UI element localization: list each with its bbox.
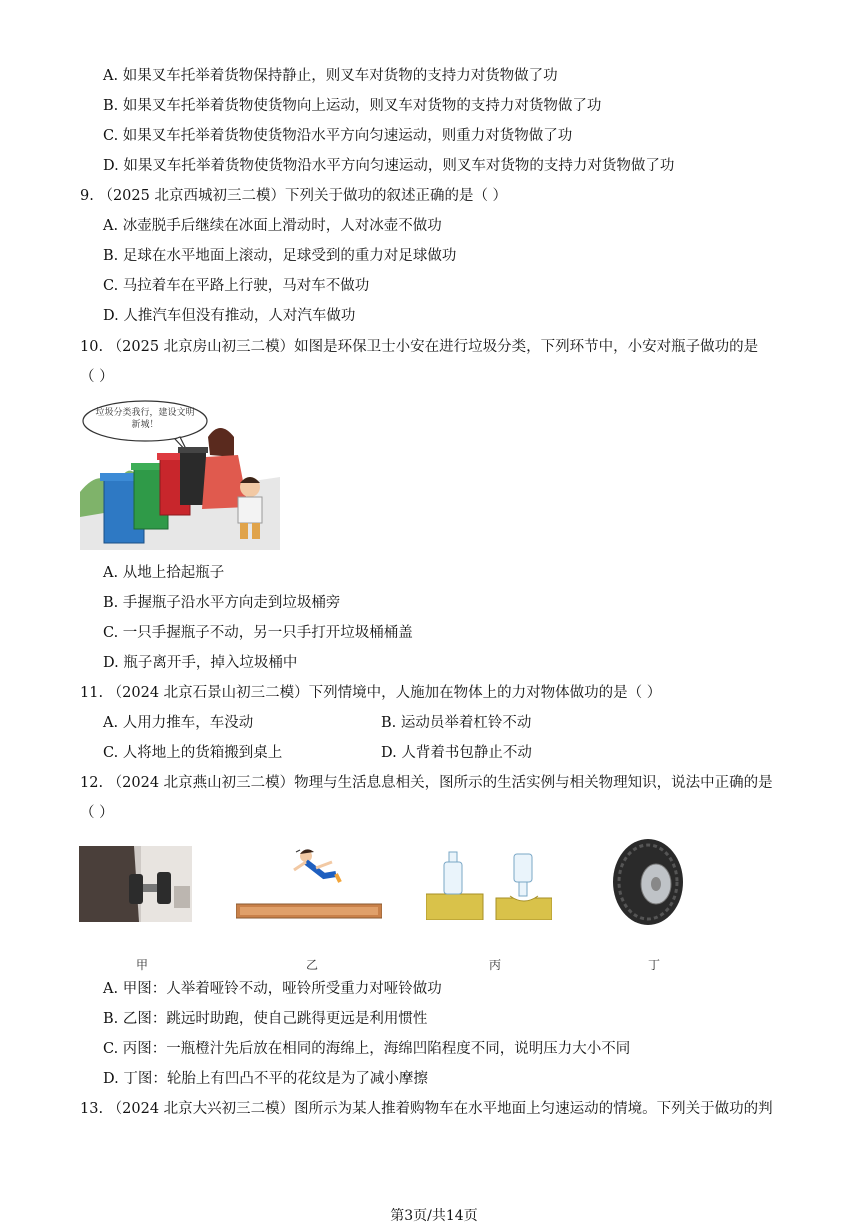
q9-option-a: A. 冰壶脱手后继续在冰面上滑动时，人对冰壶不做功 [103, 218, 442, 234]
q8-option-a: A. 如果叉车托举着货物保持静止，则叉车对货物的支持力对货物做了功 [103, 68, 558, 84]
q8-option-d: D. 如果叉车托举着货物使货物沿水平方向匀速运动，则叉车对货物的支持力对货物做了功 [103, 158, 675, 174]
q10-option-c: C. 一只手握瓶子不动，另一只手打开垃圾桶桶盖 [103, 625, 413, 641]
q9-option-b: B. 足球在水平地面上滚动，足球受到的重力对足球做功 [103, 248, 457, 264]
dumbbell-photo [79, 846, 192, 922]
question-9: 9. （2025 北京西城初三二模）下列关于做功的叙述正确的是（ ） [80, 188, 508, 204]
question-10-paren: （ ） [80, 369, 114, 385]
q10-option-b: B. 手握瓶子沿水平方向走到垃圾桶旁 [103, 595, 341, 611]
q12-option-b: B. 乙图：跳远时助跑，使自己跳得更远是利用惯性 [103, 1011, 428, 1027]
question-11: 11. （2024 北京石景山初三二模）下列情境中，人施加在物体上的力对物体做功的是（ ） [80, 685, 662, 701]
q9-option-d: D. 人推汽车但没有推动，人对汽车做功 [103, 308, 356, 324]
question-13: 13. （2024 北京大兴初三二模）图所示为某人推着购物车在水平地面上匀速运动的情境。下列关于做功的判 [80, 1101, 773, 1117]
caption-bing: 丙 [489, 958, 502, 972]
garbage-sorting-illustration [80, 397, 280, 550]
q8-option-c: C. 如果叉车托举着货物使货物沿水平方向匀速运动，则重力对货物做了功 [103, 128, 573, 144]
caption-ding: 丁 [648, 958, 661, 972]
page-footer: 第3页/共14页 [390, 1208, 478, 1224]
q12-option-a: A. 甲图：人举着哑铃不动，哑铃所受重力对哑铃做功 [103, 981, 442, 997]
q9-option-c: C. 马拉着车在平路上行驶，马对车不做功 [103, 278, 370, 294]
caption-jia: 甲 [136, 958, 149, 972]
juice-bottle-sponge-illustration [426, 848, 552, 920]
question-12: 12. （2024 北京燕山初三二模）物理与生活息息相关，图所示的生活实例与相关物理知识，说法中正确的是 [80, 775, 773, 791]
q10-option-a: A. 从地上拾起瓶子 [103, 565, 225, 581]
q10-option-d: D. 瓶子离开手，掉入垃圾桶中 [103, 655, 298, 671]
caption-yi: 乙 [306, 958, 319, 972]
speech-bubble-text: 垃圾分类我行，建设文明新城！ [95, 408, 195, 430]
q8-option-b: B. 如果叉车托举着货物使货物向上运动，则叉车对货物的支持力对货物做了功 [103, 98, 602, 114]
q11-option-d: D. 人背着书包静止不动 [381, 745, 532, 761]
q11-option-c: C. 人将地上的货箱搬到桌上 [103, 745, 283, 761]
long-jump-illustration [236, 846, 382, 920]
q12-option-d: D. 丁图：轮胎上有凹凸不平的花纹是为了减小摩擦 [103, 1071, 428, 1087]
question-10: 10. （2025 北京房山初三二模）如图是环保卫士小安在进行垃圾分类，下列环节中，小安对瓶子做功的是 [80, 339, 759, 355]
q11-option-b: B. 运动员举着杠铃不动 [381, 715, 532, 731]
q11-option-a: A. 人用力推车，车没动 [103, 715, 254, 731]
q12-option-c: C. 丙图：一瓶橙汁先后放在相同的海绵上，海绵凹陷程度不同，说明压力大小不同 [103, 1041, 631, 1057]
question-12-paren: （ ） [80, 805, 114, 821]
tire-photo [612, 838, 684, 926]
